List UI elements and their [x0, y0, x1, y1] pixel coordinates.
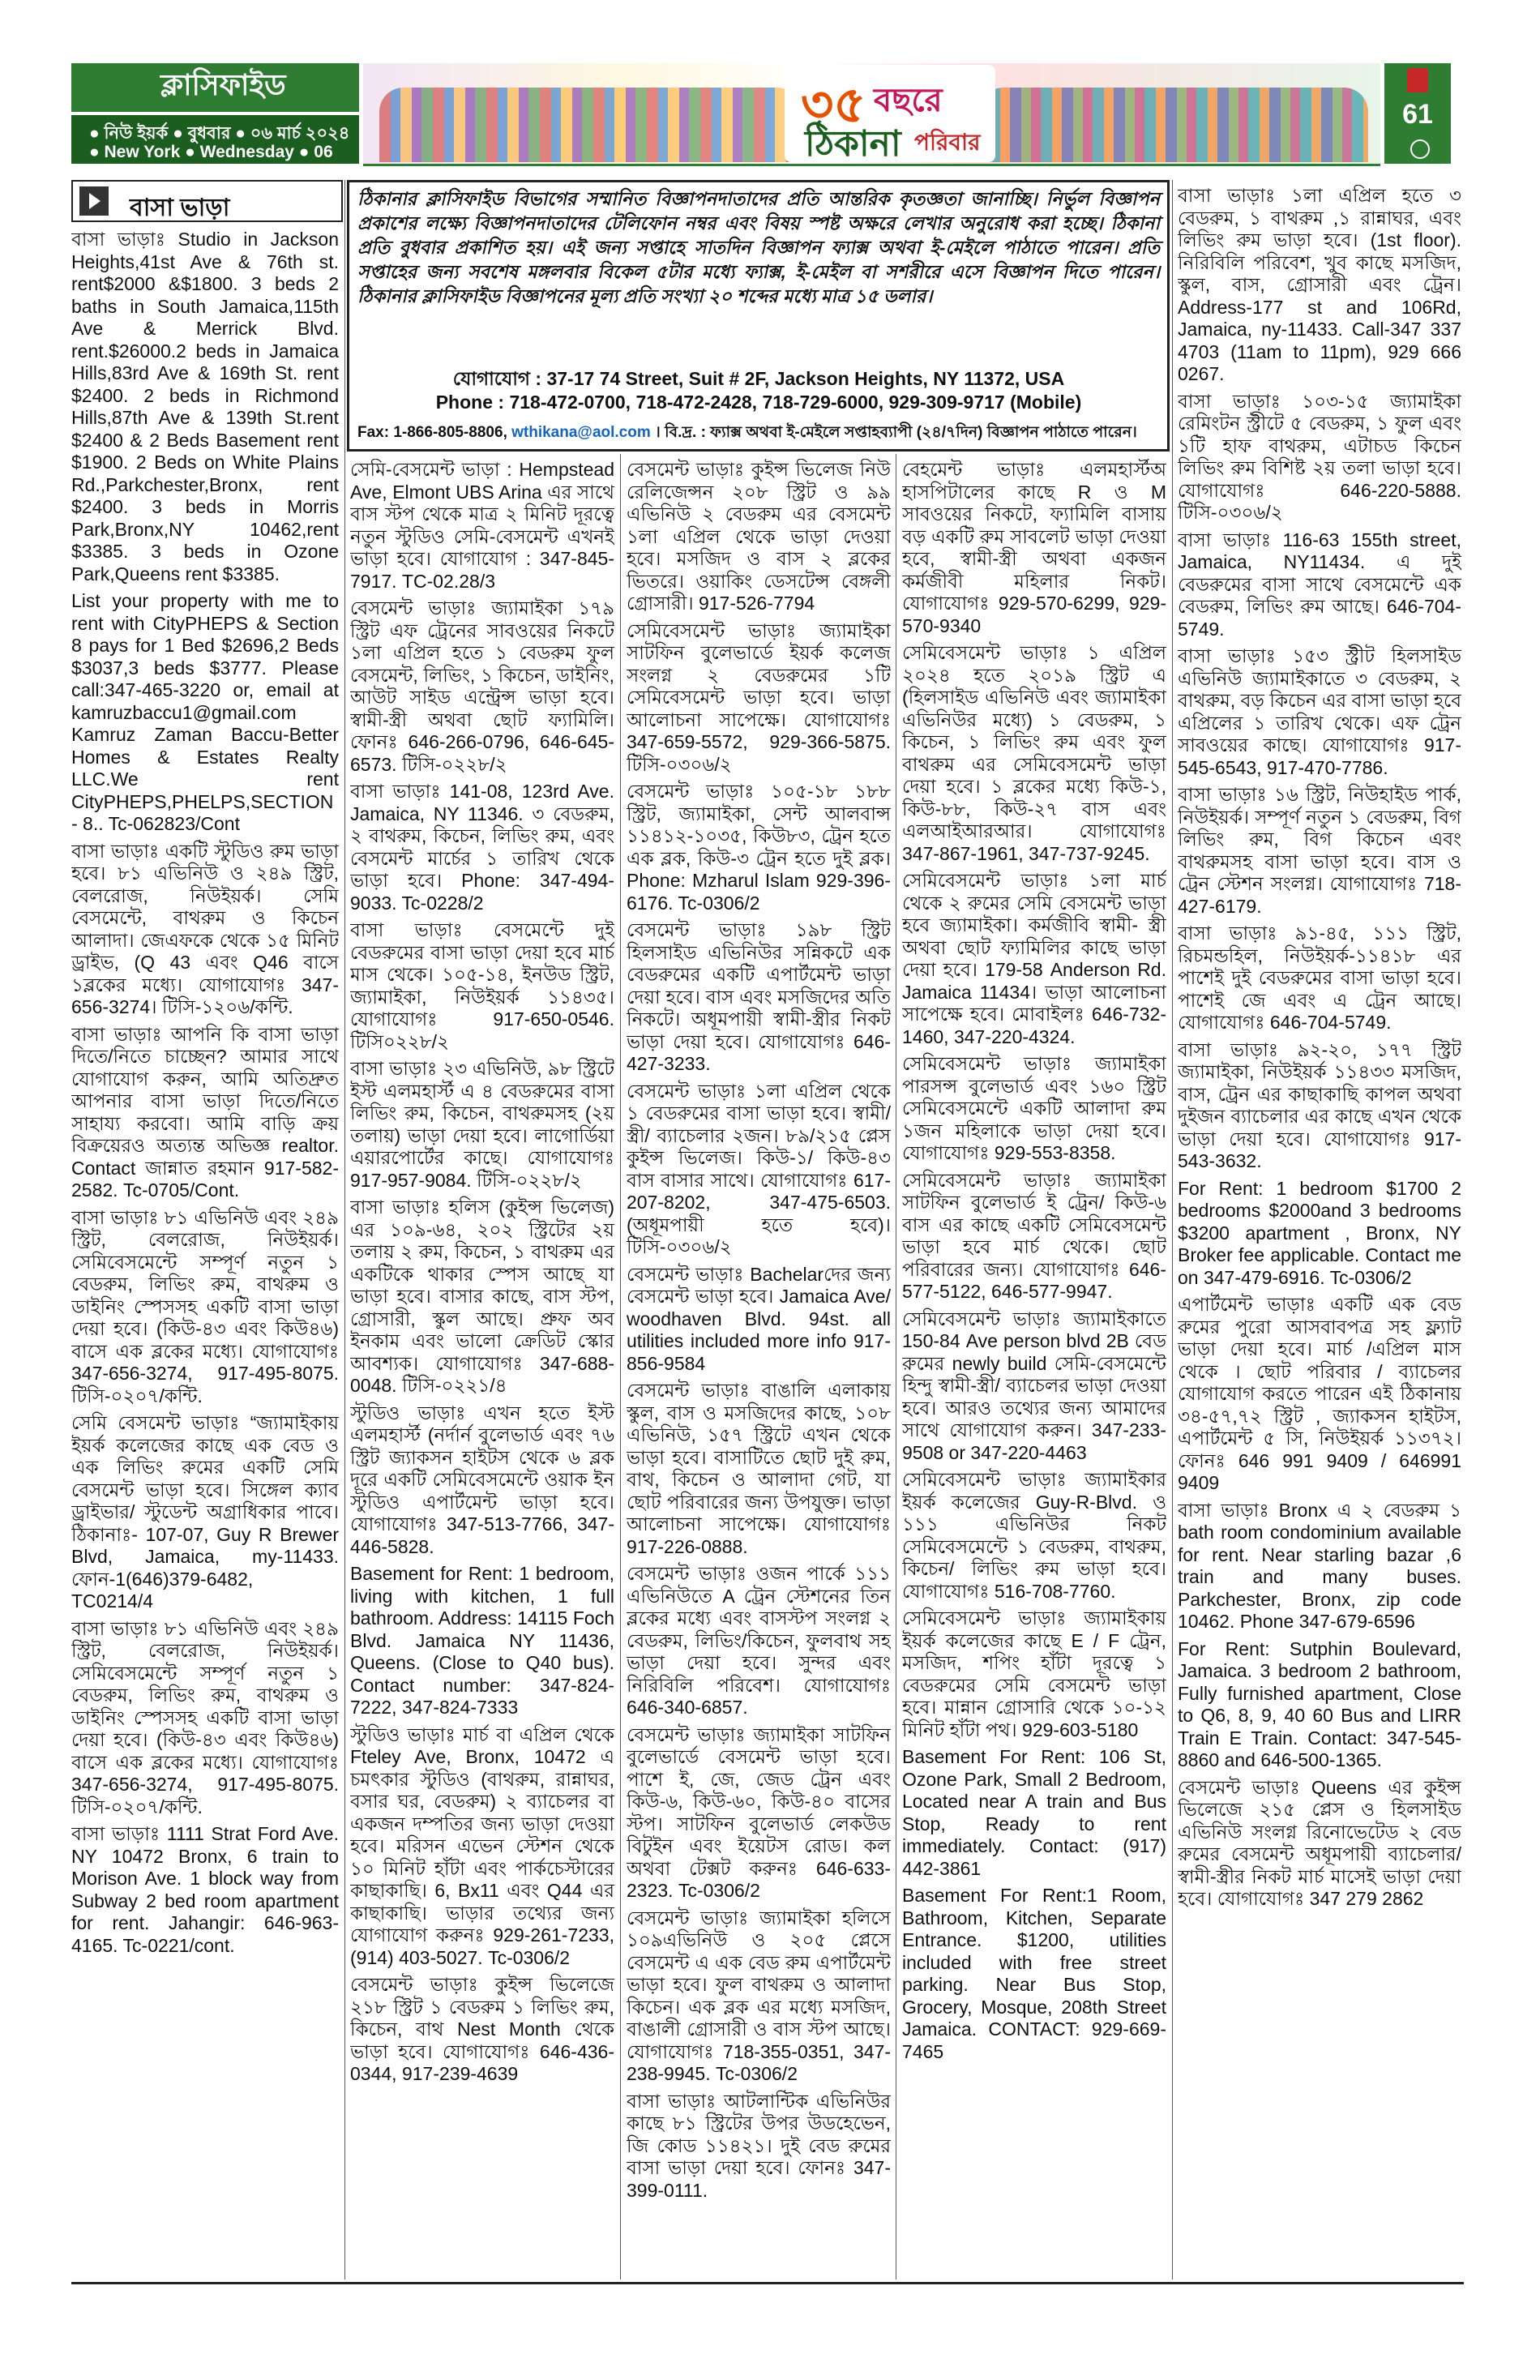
classified-ad: বাসা ভাড়াঃ ৯১-৪৫, ১১১ স্ট্রিট, রিচমন্ডহিল, নিউইয়র্ক-১১৪১৮ এর পাশেই দুই বেডরুমের বাসা ভাড়া হবে। পাশেই জে এবং এ ট্রেন আছে। যোগাযোগঃ 646-704-5749. [1178, 922, 1461, 1033]
classified-ad: বাসা ভাড়াঃ ৮১ এভিনিউ এবং ২৪৯ স্ট্রিট, বেলরোজ, নিউইয়র্ক। সেমিবেসমেন্টে সম্পূর্ণ নতুন ১ বেডরুম, লিভিং রুম, বাথরুম ও ডাইনিং স্পেসসহ একটি বাসা ভাড়া দেয়া হবে। (কিউ-৪৩ এবং কিউ৪৬) বাসে এক ব্লকের মধ্যে। যোগাযোগঃ 347-656-3274, 917-495-8075. টিসি-০২০৭/কন্টি. [71, 1617, 339, 1817]
section-title-bar [71, 63, 359, 112]
classified-ad: বাসা ভাড়াঃ Bronx এ ২ বেডরুম ১ bath room condominium available for rent. Near starling bazar ,6 train and many buses. Parkchester, Bronx, zip code 10462. Phone 347-679-6596 [1178, 1499, 1461, 1632]
classified-ad: সেমিবেসমেন্ট ভাড়াঃ জ্যামাইকা সাটফিন বুলেভার্ড ই ট্রেন/ কিউ-৬ বাস এর কাছে একটি সেমিবেসমেন্ট ভাড়া হবে মার্চ থেকে। ছোট পরিবারের জন্য। যোগাযোগঃ 646-577-5122, 646-577-9947. [902, 1169, 1166, 1302]
column-divider [620, 454, 621, 2279]
classified-ad: স্টুডিও ভাড়াঃ এখন হতে ইস্ট এলমহার্স্ট (নর্দার্ন বুলেভার্ড এবং ৭৬ স্ট্রিট জ্যাকসন হাইটস থেকে ৬ ব্লক দূরে একটি সেমিবেসমেন্টে ওয়াক ইন স্টুডিও এপার্টমেন্ট ভাড়া হবে। যোগাযোগঃ 347-513-7766, 347-446-5828. [350, 1402, 614, 1557]
notice-fax-note: । বি.দ্র. : ফ্যাক্স অথবা ই-মেইলে সপ্তাহব্যাপী (২৪/৭দিন) বিজ্ঞাপন পাঠাতে পারেন। [655, 424, 1137, 441]
classified-ad: বেসমেন্ট ভাড়াঃ ১লা এপ্রিল থেকে ১ বেডরুমের বাসা ভাড়া হবে। স্বামী/স্ত্রী/ ব্যাচেলার ২জন। ৮৯/২১৫ প্লেস কুইন্স ভিলেজ। কিউ-১/ কিউ-৪৩ বাস বাসার সাথে। যোগাযোগঃ 617-207-8202, 347-475-6503. (অধূমপায়ী হতে হবে)। টিসি-০৩০৬/২ [627, 1080, 891, 1257]
classified-ad: বেসমেন্ট ভাড়াঃ কুইন্স ভিলেজ নিউ রেলিজেন্সন ২০৮ স্ট্রিট ও ৯৯ এভিনিউ ২ বেডরুম এর বেসমেন্ট ১লা এপ্রিল থেকে ভাড়া দেওয়া হবে। মসজিদ ও বাস ২ ব্লকের ভিতরে। ওয়াকিং ডেসটেন্স বেঙ্গলী গ্রোসারী। 917-526-7794 [627, 459, 891, 614]
classified-ad: Basement For Rent:1 Room, Bathroom, Kitchen, Separate Entrance. $1200, utilities included with free street parking. Near Bus Stop, Grocery, Mosque, 208th Street Jamaica. CONTACT: 929-669-7465 [902, 1885, 1166, 2062]
ad-column-2 [350, 459, 614, 2275]
footer-rule [71, 2282, 1464, 2284]
classified-ad: বেসমেন্ট ভাড়াঃ Bachelarদের জন্য বেসমেন্ট ভাড়া হবে। Jamaica Ave/ woodhaven Blvd. 94st. all utilities included more info 917-856-9584 [627, 1263, 891, 1374]
classified-ad: সেমিবেসমেন্ট ভাড়াঃ জ্যামাইকায় ইয়র্ক কলেজের কাছে E / F ট্রেন, মসজিদ, শপিং হাঁটা দূরত্বে ১ বেডরুমের সেমি বেসমেন্ট ভাড়া হবে। মান্নান গ্রোসারি থেকে ১০-১২ মিনিট হাঁটা পথ। 929-603-5180 [902, 1607, 1166, 1740]
notice-email[interactable]: wthikana@aol.com [511, 424, 651, 441]
classified-ad: বাসা ভাড়াঃ একটি স্টুডিও রুম ভাড়া হবে। ৮১ এভিনিউ ও ২৪৯ স্ট্রিট, বেলরোজ, নিউইয়র্ক। সেমি বেসমেন্টে, বাথরুম ও কিচেন আলাদা। জেএফকে থেকে ১৫ মিনিট ড্রাইভ, (Q 43 এবং Q46 বাসে ১ব্লকের মধ্যে। যোগাযোগঃ 347-656-3274। টিসি-১২০৬/কন্টি. [71, 840, 339, 1017]
section-name: ক্লাসিফাইড [160, 68, 286, 101]
classified-ad: স্টুডিও ভাড়াঃ মার্চ বা এপ্রিল থেকে Fteley Ave, Bronx, 10472 এ চমৎকার স্টুডিও (বাথরুম, রান্নাঘর, বসার ঘর, বেডরুম) ২ ব্যাচেলর বা একজন দম্পতির জন্য ভাড়া দেওয়া হবে। মরিসন এভেন স্টেশন থেকে ১০ মিনিট হাঁটা এবং পার্কচেস্টারের কাছাকাছি। 6, Bx11 এবং Q44 এর কাছাকাছি। ভাড়ার তথ্যের জন্য যোগাযোগ করুনঃ 929-261-7233, (914) 403-5027. Tc-0306/2 [350, 1723, 614, 1968]
banner-word: বছরে [874, 83, 943, 118]
banner-brand-suffix: পরিবার [914, 130, 981, 155]
monument-icon [1407, 68, 1428, 92]
classified-ad: বাসা ভাড়াঃ ১৫৩ স্ট্রীট হিলসাইড এভিনিউ জ্যামাইকাতে ৩ বেডরুম, ২ বাথরুম, বড় কিচেন এর বাসা ভাড়া হবে এপ্রিলের ১ তারিখ থেকে। এফ ট্রেন সাবওয়ের কাছে। যোগাযোগঃ 917-545-6543, 917-470-7786. [1178, 645, 1461, 778]
classified-ad: Basement for Rent: 1 bedroom, living with kitchen, 1 full bathroom. Address: 14115 Foch Blvd. Jamaica NY 11436, Queens. (Close to Q40 bus). Contact number: 347-824-7222, 347-824-7333 [350, 1563, 614, 1718]
play-arrow-icon [79, 186, 109, 216]
classified-ad: সেমি-বেসমেন্ট ভাড়া : Hempstead Ave, Elmont UBS Arina এর সাথে বাস স্টপ থেকে মাত্র ২ মিনিট দূরত্বে নতুন স্টুডিও সেমি-বেসমেন্ট এখনই ভাড়া হবে। যোগাযোগ : 347-845-7917. TC-02.28/3 [350, 459, 614, 592]
crowd-illustration-right [979, 88, 1368, 162]
date-bengali: ● নিউ ইয়র্ক ● বুধবার ● ০৬ মার্চ ২০২৪ [89, 124, 350, 143]
classified-ad: বেসমেন্ট ভাড়াঃ Queens এর কুইন্স ভিলেজে ২১৫ প্লেস ও হিলসাইড এভিনিউ সংলগ্ন রিনোভেটেড ২ বেড রুমের বেসমেন্ট অধূমপায়ী ব্যাচেলার/স্বামী-স্ত্রীর নিকট মার্চ মাসেই ভাড়া দেয়া হবে। যোগাযোগঃ 347 279 2862 [1178, 1776, 1461, 1909]
classified-ad: বেহমেন্ট ভাড়াঃ এলমহার্স্টঅ হাসপিটালের কাছে R ও M সাবওয়ের নিকটে, ফ্যামিলি বাসায় বড় একটি রুম সাবলেট ভাড়া দেওয়া হবে, স্বামী-স্ত্রী অথবা একজন কর্মজীবী মহিলার নিকট। যোগাযোগঃ 929-570-6299, 929-570-9340 [902, 459, 1166, 636]
ad-column-1 [71, 229, 339, 2275]
section-header [71, 63, 359, 181]
classified-ad: বেসমেন্ট ভাড়াঃ জ্যামাইকা হলিসে ১০৯এভিনিউ ও ২০৫ প্লেসে বেসমেন্ট এ এক বেড রুম এপার্টমেন্ট ভাড়া হবে। ফুল বাথরুম ও আলাদা কিচেন। এক ব্লক এর মধ্যে মসজিদ, বাঙালী গ্রোসারী ও বাস স্টপ আছে। যোগাযোগঃ 718-355-0351, 347-238-9945. Tc-0306/2 [627, 1907, 891, 2084]
classified-ad: বেসমেন্ট ভাড়াঃ ওজন পার্কে ১১১ এভিনিউতে A ট্রেন স্টেশনের তিন ব্লকের মধ্যে এবং বাসস্টপ সংলগ্ন ২ বেডরুম, লিভিং/কিচেন, ফুলবাথ সহ ভাড়া দেয়া হবে। সুন্দর এবং নিরিবিলি পরিবেশ। যোগাযোগঃ 646-340-6857. [627, 1563, 891, 1718]
classified-ad: বাসা ভাড়াঃ 116-63 155th street, Jamaica, NY11434. এ দুই বেডরুমের বাসা সাথে বেসমেন্টে এক বেডরুম, লিভিং রুম আছে। 646-704-5749. [1178, 529, 1461, 640]
classified-ad: বাসা ভাড়াঃ ৮১ এভিনিউ এবং ২৪৯ স্ট্রিট, বেলরোজ, নিউইয়র্ক। সেমিবেসমেন্টে সম্পূর্ণ নতুন ১ বেডরুম, লিভিং রুম, বাথরুম ও ডাইনিং স্পেসসহ একটি বাসা ভাড়া দেয়া হবে। (কিউ-৪৩ এবং কিউ৪৬) বাসে এক ব্লকের মধ্যে। যোগাযোগঃ 347-656-3274, 917-495-8075. টিসি-০২০৭/কন্টি. [71, 1206, 339, 1406]
date-english: ● New York ● Wednesday ● 06 March 2024 [89, 143, 333, 181]
classified-ad: বেসমেন্ট ভাড়াঃ ১৯৮ স্ট্রিট হিলসাইড এভিনিউর সন্নিকটে এক বেডরুমের একটি এপার্টমেন্ট ভাড়া দেয়া হবে। বাস এবং মসজিদের অতি নিকটে। অধূমপায়ী স্বামী-স্ত্রীর নিকট ভাড়া দেয়া হবে। যোগাযোগঃ 646-427-3233. [627, 919, 891, 1074]
classified-ad: সেমিবেসমেন্ট ভাড়াঃ জ্যামাইকাতে 150-84 Ave person blvd 2B বেড রুমের newly build সেমি-বেসমেন্টে হিন্দু স্বামী-স্ত্রী/ ব্যাচেলর ভাড়া দেওয়া হবে। আরও তথ্যের জন্য আমাদের সাথে যোগাযোগ করুন। 347-233-9508 or 347-220-4463 [902, 1308, 1166, 1463]
classified-ad: বেসমেন্ট ভাড়াঃ ১০৫-১৮ ১৮৮ স্ট্রিট, জ্যামাইকা, সেন্ট আলবান্স ১১৪১২-১০৩৫, কিউ৮৩, ট্রেন হতে এক ব্লক, কিউ-৩ ট্রেন হতে দুই ব্লক। Phone: Mzharul Islam 929-396-6176. Tc-0306/2 [627, 781, 891, 914]
classified-ad: বেসমেন্ট ভাড়াঃ জ্যামাইকা সাটফিন বুলেভার্ডে বেসমেন্ট ভাড়া হবে। পাশে ই, জে, জেড ট্রেন এবং কিউ-৬, কিউ-৬০, কিউ-৪০ বাসের স্টপ। সাটফিন বুলেভার্ড লেকউড বিটুইন এবং ইয়েটস রোড। কল অথবা টেক্সট করুনঃ 646-633-2323. Tc-0306/2 [627, 1723, 891, 1901]
notice-fax-line [357, 421, 1160, 447]
classified-ad: সেমিবেসমেন্ট ভাড়াঃ ১ এপ্রিল ২০২৪ হতে ২০১৯ স্ট্রিট এ (হিলসাইড এভিনিউ এবং জ্যামাইকা এভিনিউর মধ্যে) ১ বেডরুম, ১ কিচেন, ১ লিভিং রুম এবং ফুল বাথরুম এর সেমিবেসমেন্ট ভাড়া দেয়া হবে। ১ ব্লকের মধ্যে কিউ-১, কিউ-৮৮, কিউ-২৭ বাস এবং এলআইআরআর। যোগাযোগঃ 347-867-1961, 347-737-9245. [902, 642, 1166, 864]
classified-ad: বাসা ভাড়াঃ ১০৩-১৫ জ্যামাইকা রেমিংটন স্ট্রীটে ৫ বেডরুম, ১ ফুল এবং ১টি হাফ বাথরুম, এটাচড কিচেন লিভিং রুম বিশিষ্ট ২য় তলা ভাড়া হবে। যোগাযোগঃ 646-220-5888. টিসি-০৩০৬/২ [1178, 390, 1461, 523]
page-number: 61 [1402, 99, 1433, 130]
globe-icon [1410, 139, 1430, 159]
classified-ad: সেমিবেসমেন্ট ভাড়াঃ জ্যামাইকা পারসন্স বুলেভার্ড এবং ১৬০ স্ট্রিট সেমিবেসমেন্টে একটি আলাদা রুম ১জন মহিলাকে ভাড়া দেয়া হবে। যোগাযোগঃ 929-553-8358. [902, 1053, 1166, 1163]
ad-column-4 [902, 459, 1166, 2275]
classified-ad: For Rent: Sutphin Boulevard, Jamaica. 3 bedroom 2 bathroom, Fully furnished apartment, Close to Q6, 8, 9, 40 60 Bus and LIRR Train E Train. Contact: 347-545-8860 and 646-500-1365. [1178, 1637, 1461, 1770]
classified-ad: বাসা ভাড়াঃ আটলান্টিক এভিনিউর কাছে ৮১ স্ট্রিটের উপর উডহেভেন, জি কোড ১১৪২১। দুই বেড রুমের বাসা ভাড়া দেয়া হবে। ফোনঃ 347-399-0111. [627, 2090, 891, 2201]
notice-text: ঠিকানার ক্লাসিফাইড বিভাগের সম্মানিত বিজ্ঞাপনদাতাদের প্রতি আন্তরিক কৃতজ্ঞতা জানাচ্ছি। নির্ভুল বিজ্ঞাপন প্রকাশের লক্ষ্যে বিজ্ঞাপনদাতাদের টেলিফোন নম্বর এবং বিষয় স্পষ্ট অক্ষরে লেখার অনুরোধ করা হচ্ছে। ঠিকানা প্রতি বুধবার প্রকাশিত হয়। এই জন্য সপ্তাহে সাতদিন বিজ্ঞাপন ফ্যাক্স অথবা ই-মেইলে পাঠাতে পারেন। প্রতি সপ্তাহের জন্য সবশেষ মঙ্গলবার বিকেল ৫টার মধ্যে ফ্যাক্স, ই-মেইল বা সশরীরে এসে বিজ্ঞাপন দিতে পারেন। ঠিকানার ক্লাসিফাইড বিজ্ঞাপনের মূল্য প্রতি সংখ্যা ২০ শব্দের মধ্যে মাত্র ১৫ ডলার। [357, 189, 1160, 306]
classified-ad: বেসমেন্ট ভাড়াঃ জ্যামাইকা ১৭৯ স্ট্রিট এফ ট্রেনের সাবওয়ের নিকটে ১লা এপ্রিল হতে ১ বেডরুম ফুল বেসমেন্ট, লিভিং, ১ কিচেন, ডাইনিং, আউট সাইড এন্ট্রেন্স ভাড়া হবে। স্বামী-স্ত্রী অথবা ছোট ফ্যামিলি। ফোনঃ 646-266-0796, 646-645-6573. টিসি-০২২৮/২ [350, 597, 614, 775]
classified-ad: List your property with me to rent with CityPHEPS & Section 8 pays for 1 Bed $2696,2 Beds $3037,3 beds $3777. Please call:347-465-3220 or, email at kamruzbaccu1@gmail.com Kamruz Zaman Baccu-Better Homes & Estates Realty LLC.We rent CityPHEPS,PHELPS,SECTION - 8.. Tc-062823/Cont [71, 590, 339, 834]
banner-number: ৩৫ [801, 77, 866, 133]
anniversary-banner [363, 63, 1380, 166]
classified-ad: বাসা ভাড়াঃ ১লা এপ্রিল হতে ৩ বেডরুম, ১ বাথরুম ,১ রান্নাঘর, এবং লিভিং রুম ভাড়া হবে। (1st floor). নিরিবিলি পরিবেশ, খুব কাছে মসজিদ, স্কুল, বাস, গ্রোসারী এবং ট্রেন। Address-177 st and 106Rd, Jamaica, ny-11433. Call-347 337 4703 (11am to 11pm), 929 666 0267. [1178, 185, 1461, 384]
notice-address: যোগাযোগ : 37-17 74 Street, Suit # 2F, Jackson Heights, NY 11372, USA [452, 368, 1065, 389]
classified-ad: সেমিবেসমেন্ট ভাড়াঃ ১লা মার্চ থেকে ২ রুমের সেমি বেসমেন্ট ভাড়া হবে জ্যামাইকা। কর্মজীবি স্বামী- স্ত্রী অথবা ছোট ফ্যামিলির কাছে ভাড়া দেয়া হবে। 179-58 Anderson Rd. Jamaica 11434। ভাড়া আলোচনা সাপেক্ষে হবে। মোবাইলঃ 646-732-1460, 347-220-4324. [902, 870, 1166, 1047]
column-divider [1172, 180, 1173, 2279]
classified-ad: বাসা ভাড়াঃ ২৩ এভিনিউ, ৯৮ স্ট্রিটে ইস্ট এলমহার্স্ট এ ৪ বেডরুমের বাসা লিভিং রুম, কিচেন, বাথরুমসহ (২য় তলায়) ভাড়া দেয়া হবে। লাগোর্ডিয়া এয়ারপোর্টের কাছে। যোগাযোগঃ 917-957-9084. টিসি-০২২৮/২ [350, 1058, 614, 1191]
classified-ad: বেসমেন্ট ভাড়াঃ কুইন্স ভিলেজে ২১৮ স্ট্রিট ১ বেডরুম ১ লিভিং রুম, কিচেন, বাথ Nest Month থেকে ভাড়া হবে। যোগাযোগঃ 646-436-0344, 917-239-4639 [350, 1974, 614, 2084]
classified-ad: বাসা ভাড়াঃ বেসমেন্টে দুই বেডরুমের বাসা ভাড়া দেয়া হবে মার্চ মাস থেকে। ১০৫-১৪, ইনউড স্ট্রিট, জ্যামাইকা, নিউইয়র্ক ১১৪৩৫। যোগাযোগঃ 917-650-0546. টিসি০২২৮/২ [350, 919, 614, 1052]
classified-ad: For Rent: 1 bedroom $1700 2 bedrooms $2000and 3 bedrooms $3200 apartment , Bronx, NY Broker fee applicable. Contact me on 347-479-6916. Tc-0306/2 [1178, 1177, 1461, 1288]
classified-ad: সেমি বেসমেন্ট ভাড়াঃ “জ্যামাইকায় ইয়র্ক কলেজের কাছে এক বেড ও এক লিভিং রুমের একটি সেমি বেসমেন্ট ভাড়া হবে। সিঙ্গেল ক্যাব ড্রাইভার/ স্টুডেন্ট অগ্রাধিকার পাবে। ঠিকানাঃ- 107-07, Guy R Brewer Blvd, Jamaica, my-11433. ফোন-1(646)379-6482, TC0214/4 [71, 1412, 339, 1612]
classified-ad: বাসা ভাড়াঃ ১৬ স্ট্রিট, নিউহাইড পার্ক, নিউইয়র্ক। সম্পূর্ণ নতুন ১ বেডরুম, বিগ লিভিং রুম, বিগ কিচেন এবং বাথরুমসহ বাসা ভাড়া হবে। বাস ও ট্রেন স্টেশন সংলগ্ন। যোগাযোগঃ 718-427-6179. [1178, 784, 1461, 917]
classified-ad: বাসা ভাড়াঃ 1111 Strat Ford Ave. NY 10472 Bronx, 6 train to Morison Ave. 1 block way from Subway 2 bed room apartment for rent. Jahangir: 646-963-4165. Tc-0221/cont. [71, 1823, 339, 1956]
category-header [71, 180, 343, 222]
notice-box [347, 180, 1170, 452]
classified-ad: সেমিবেসমেন্ট ভাড়াঃ জ্যামাইকা সাটফিন বুলেভার্ডে ইয়র্ক কলেজ সংলগ্ন ২ বেডরুমের ১টি সেমিবেসমেন্ট ভাড়া হবে। ভাড়া আলোচনা সাপেক্ষে। যোগাযোগঃ 347-659-5572, 929-366-5875. টিসি-০৩০৬/২ [627, 619, 891, 775]
ad-column-5 [1178, 185, 1461, 2276]
classified-ad: এপার্টমেন্ট ভাড়াঃ একটি এক বেড রুমের পুরো আসবাবপত্র সহ ফ্ল্যাট ভাড়া দেয়া হবে। মার্চ /এপ্রিল মাস থেকে । ছোট পরিবার / ব্যাচেলর যোগাযোগ করতে পারেন এই ঠিকানায় ৩৪-৫৭,৭২ স্ট্রিট , জ্যাকসন হাইটস, এপার্টমেন্ট ৫ সি, নিউইয়র্ক ১১৩৭২। ফোনঃ 646 991 9409 / 646991 9409 [1178, 1294, 1461, 1493]
column-divider [344, 180, 345, 2279]
notice-fax: Fax: 1-866-805-8806, [357, 424, 507, 441]
classified-ad: বেসমেন্ট ভাড়াঃ বাঙালি এলাকায় স্কুল, বাস ও মসজিদের কাছে, ১০৮ এভিনিউ, ১৫৭ স্ট্রিটে এখন থেকে ভাড়া হবে। বাসাটিতে ছোট দুই রুম, বাথ, কিচেন ও আলাদা গেট, যা ছোট পরিবারের জন্য উপযুক্ত। ভাড়া আলোচনা সাপেক্ষে। যোগাযোগঃ 917-226-0888. [627, 1380, 891, 1557]
classified-ad: বাসা ভাড়াঃ আপনি কি বাসা ভাড়া দিতে/নিতে চাচ্ছেন? আমার সাথে যোগাযোগ করুন, আমি অতিদ্রুত আপনার বাসা ভাড়া দিতে/নিতে সাহায্য করবো। আমি বাড়ি ক্রয় বিক্রয়েরও অত্যন্ত অভিজ্ঞ realtor. Contact জান্নাত রহমান 917-582-2582. Tc-0705/Cont. [71, 1023, 339, 1201]
notice-phone: Phone : 718-472-0700, 718-472-2428, 718-729-6000, 929-309-9717 (Mobile) [435, 392, 1082, 413]
classified-ad: বাসা ভাড়াঃ 141-08, 123rd Ave. Jamaica, NY 11346. ৩ বেডরুম, ২ বাথরুম, কিচেন, লিভিং রুম, এবং বেসমেন্ট মার্চের ১ তারিখ থেকে ভাড়া হবে। Phone: 347-494-9033. Tc-0228/2 [350, 781, 614, 914]
crowd-illustration-left [379, 88, 801, 162]
classified-ad: বাসা ভাড়াঃ হলিস (কুইন্স ভিলেজ) এর ১০৯-৬৪, ২০২ স্ট্রিটের ২য় তলায় ২ রুম, কিচেন, ১ বাথরুম এর একটিকে থাকার স্পেস আছে যা ভাড়া হবে। বাসার কাছে, বাস স্টপ, গ্রোসারী, স্কুল আছে। প্রুফ অব ইনকাম এবং ভালো ক্রেডিট স্কোর আবশ্যক। যোগাযোগঃ 347-688-0048. টিসি-০২২১/৪ [350, 1196, 614, 1396]
classified-ad: সেমিবেসমেন্ট ভাড়াঃ জ্যামাইকার ইয়র্ক কলেজের Guy-R-Blvd. ও ১১১ এভিনিউর নিকট সেমিবেসমেন্টে ১ বেডরুম, বাথরুম, কিচেন/ লিভিং রুম ভাড়া হবে। যোগাযোগঃ 516-708-7760. [902, 1469, 1166, 1602]
classified-ad: বাসা ভাড়াঃ ৯২-২০, ১৭৭ স্ট্রিট জ্যামাইকা, নিউইয়র্ক ১১৪৩৩ মসজিদ, বাস, ট্রেন এর কাছাকাছি কাপল অথবা দুইজন ব্যাচেলার এর কাছে এখন থেকে ভাড়া দেয়া হবে। যোগাযোগঃ 917-543-3632. [1178, 1038, 1461, 1171]
ad-column-3 [627, 459, 891, 2275]
classified-ad: বাসা ভাড়াঃ Studio in Jackson Heights,41st Ave & 76th st. rent$2000 &$1800. 3 beds 2 baths in South Jamaica,115th Ave & Merrick Blvd. rent.$26000.2 beds in Jamaica Hills,83rd Ave & 169th St. rent $2400. 2 beds in Richmond Hills,87th Ave & 139th St.rent $2400 & 2 Beds Basement rent $1900. 2 Beds on White Plains Rd.,Parkchester,Bronx, rent $2400. 3 beds in Morris Park,Bronx,NY 10462,rent $3385. 3 beds in Ozone Park,Queens rent $3385. [71, 229, 339, 584]
classified-ad: Basement For Rent: 106 St, Ozone Park, Small 2 Bedroom, Located near A train and Bus Stop, Ready to rent immediately. Contact: (917) 442-3861 [902, 1746, 1166, 1879]
category-title: বাসা ভাড়া [130, 195, 230, 221]
banner-brand: ঠিকানা [805, 124, 901, 164]
page-number-box [1384, 63, 1451, 164]
